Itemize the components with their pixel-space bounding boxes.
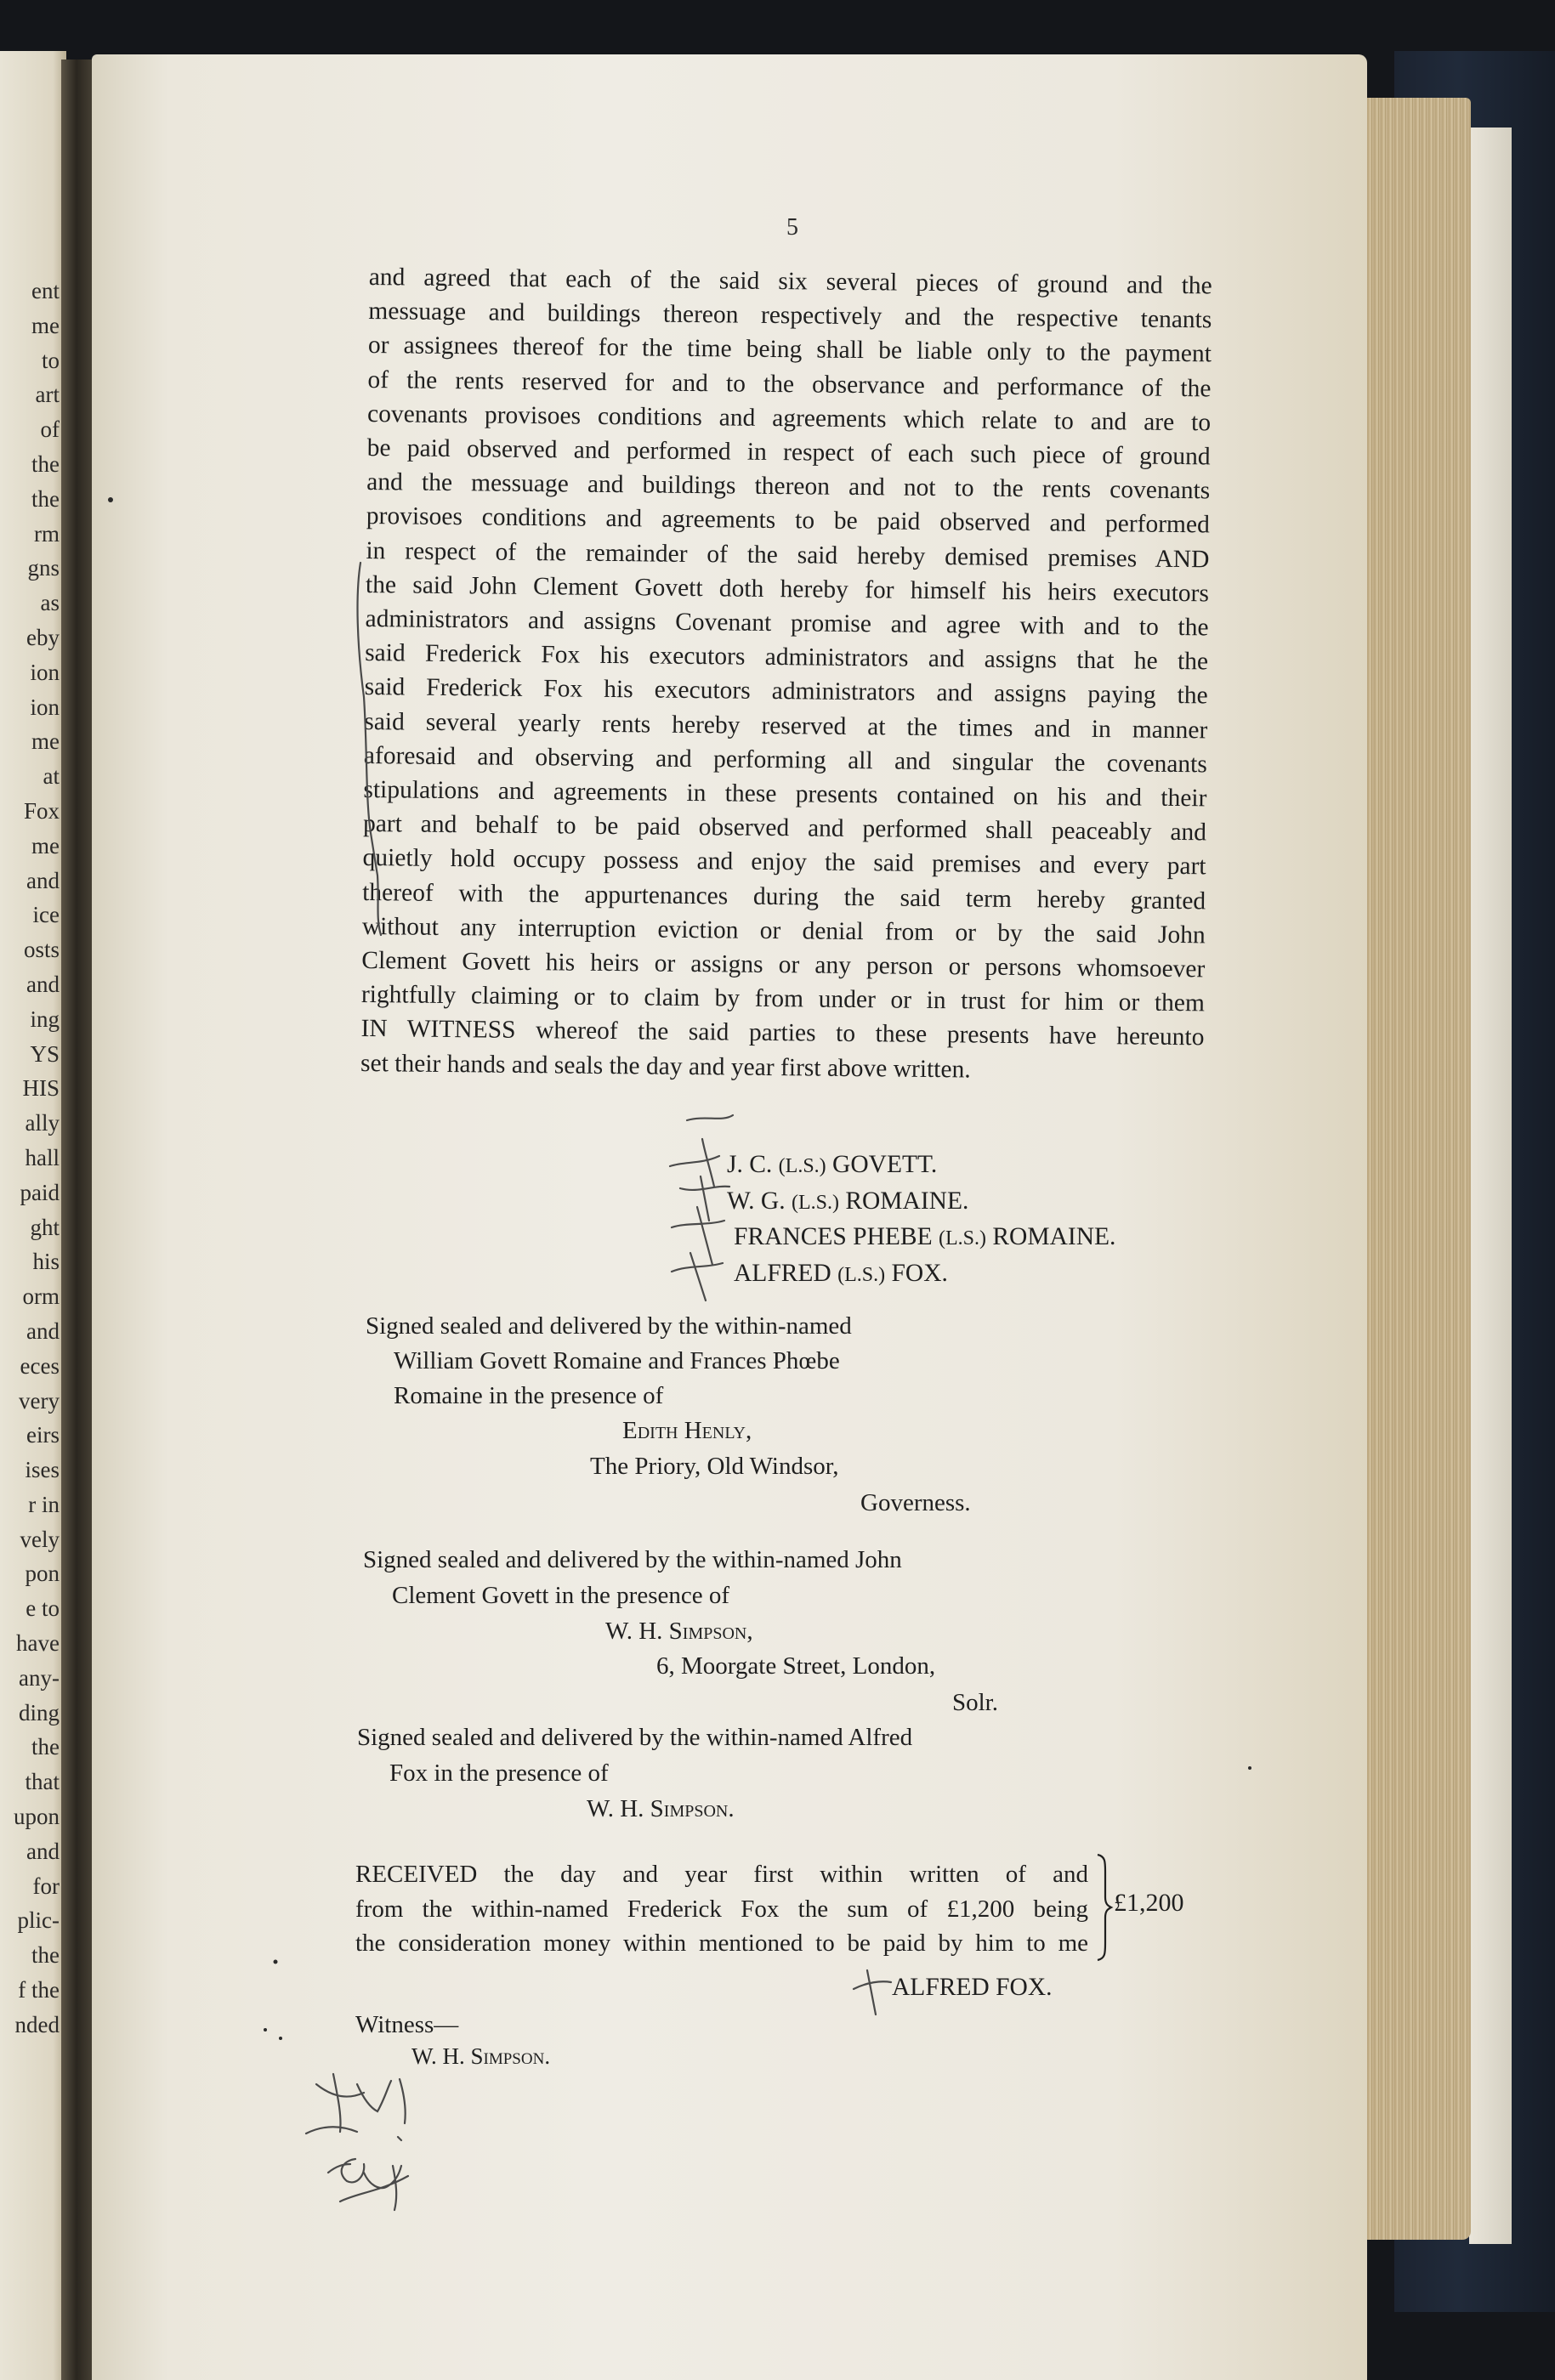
body-line: part and behalf to be paid observed and performed shall peaceably and xyxy=(362,810,1207,847)
body-line: administrators and assigns Covenant promise and agree with and to the xyxy=(365,605,1209,642)
signatories-block xyxy=(727,1148,1115,1292)
seal-mark: (L.S.) xyxy=(837,1263,886,1286)
witness-label: Witness— xyxy=(355,2011,459,2038)
attestation-3-line-1: Signed sealed and delivered by the within-named Alfred xyxy=(357,1724,913,1751)
receipt-line: RECEIVED the day and year first within written of and xyxy=(355,1861,1088,1888)
page-edges xyxy=(1352,98,1471,2240)
receipt-line: from the within-named Frederick Fox the sum of £1,200 being xyxy=(355,1895,1088,1923)
previous-page-line-fragment: orm xyxy=(22,1284,60,1310)
previous-page-line-fragment: very xyxy=(19,1387,60,1414)
previous-page-line-fragment: vely xyxy=(20,1526,60,1552)
previous-page-line-fragment: ing xyxy=(30,1006,60,1032)
signatory-initials: ALFRED xyxy=(734,1259,831,1287)
previous-page-line-fragment: ent xyxy=(31,278,60,303)
body-line: stipulations and agreements in these presents contained on his and their xyxy=(363,776,1207,813)
witness-name: W. H. Simpson. xyxy=(411,2043,551,2069)
previous-page-line-fragment: f the xyxy=(18,1977,60,2003)
receipt-amount: £1,200 xyxy=(1114,1889,1184,1917)
previous-page-line-fragment: gns xyxy=(27,555,60,581)
body-line: said several yearly rents hereby reserved at the times and in manner xyxy=(364,707,1208,744)
receipt-line: the consideration money within mentioned to be paid by him to me xyxy=(355,1930,1088,1957)
seal-mark: (L.S.) xyxy=(778,1155,826,1177)
body-line: and the messuage and buildings thereon and not to the rents covenants xyxy=(366,468,1211,505)
previous-page-line-fragment: art xyxy=(35,382,60,408)
signatory-line xyxy=(727,1184,1115,1221)
previous-page-line-fragment: ice xyxy=(32,902,60,928)
previous-page-line-fragment: osts xyxy=(23,937,60,963)
body-line: set their hands and seals the day and year first above written. xyxy=(360,1049,971,1084)
previous-page-line-fragment: hall xyxy=(25,1144,60,1170)
previous-page-text-column xyxy=(0,274,60,2043)
previous-page-line-fragment: eirs xyxy=(26,1422,60,1448)
inserted-sheet-edge xyxy=(1469,128,1512,2244)
previous-page-line-fragment: HIS xyxy=(22,1075,60,1102)
previous-page-line-fragment: the xyxy=(31,1734,60,1760)
signatory-surname: FOX. xyxy=(891,1259,948,1287)
attestation-1-line-2: William Govett Romaine and Frances Phœbe xyxy=(394,1347,840,1374)
previous-page-line-fragment: Fox xyxy=(23,797,60,824)
previous-page-line-fragment: eby xyxy=(26,624,60,650)
previous-page-line-fragment: ally xyxy=(25,1110,60,1136)
attestation-2-line-2: Clement Govett in the presence of xyxy=(392,1582,730,1609)
previous-page-line-fragment: ding xyxy=(18,1699,60,1726)
receipt-brace xyxy=(1095,1853,1114,1962)
signatory-initials: W. G. xyxy=(727,1187,786,1215)
previous-page-line-fragment: YS xyxy=(30,1040,60,1067)
previous-page-line-fragment: me xyxy=(31,312,60,338)
previous-page-line-fragment: ion xyxy=(30,694,60,720)
previous-page-line-fragment: and xyxy=(26,971,60,997)
receipt-clause xyxy=(355,1857,1088,1961)
signatory-initials: FRANCES PHEBE xyxy=(734,1223,933,1250)
body-line: covenants provisoes conditions and agreements which relate to and are to xyxy=(366,400,1212,437)
previous-page-line-fragment: r in xyxy=(28,1491,60,1517)
previous-page-line-fragment: at xyxy=(43,763,60,790)
body-line: Clement Govett his heirs or assigns or any person or persons whomsoever xyxy=(361,947,1206,983)
previous-page-line-fragment: as xyxy=(40,590,60,616)
previous-page-line-fragment: ion xyxy=(30,659,60,685)
signatory-surname: GOVETT. xyxy=(832,1151,938,1178)
previous-page-line-fragment: e to xyxy=(26,1595,60,1622)
previous-page-line-fragment: and xyxy=(26,1838,60,1864)
body-line: the said John Clement Govett doth hereby for himself his heirs executors xyxy=(365,570,1210,608)
attestation-3-witness: W. H. Simpson. xyxy=(587,1795,735,1822)
receipt-signature: ALFRED FOX. xyxy=(892,1974,1053,2001)
previous-page-line-fragment: paid xyxy=(20,1179,60,1205)
body-line: in respect of the remainder of the said hereby demised premises AND xyxy=(366,536,1210,573)
previous-page-line-fragment: of xyxy=(40,416,60,443)
attestation-2-occupation: Solr. xyxy=(952,1689,998,1716)
seal-mark: (L.S.) xyxy=(938,1227,986,1250)
previous-page-line-fragment: rm xyxy=(34,520,60,547)
body-line: said Frederick Fox his executors administrators and assigns paying the xyxy=(364,673,1208,710)
previous-page-line-fragment: have xyxy=(16,1630,60,1657)
attestation-2-address: 6, Moorgate Street, London, xyxy=(656,1652,936,1680)
body-line: or assignees thereof for the time being shall be liable only to the payment xyxy=(367,332,1212,368)
body-line: aforesaid and observing and performing all and singular the covenants xyxy=(363,741,1208,779)
previous-page-line-fragment: for xyxy=(32,1873,60,1899)
page-number: 5 xyxy=(786,214,798,241)
book-gutter xyxy=(61,60,95,2380)
body-line: quietly hold occupy possess and enjoy the said premises and every part xyxy=(362,844,1206,881)
previous-page-line-fragment: eces xyxy=(20,1352,60,1379)
signatory-surname: ROMAINE. xyxy=(992,1223,1116,1250)
previous-page-line-fragment: any- xyxy=(19,1664,60,1691)
body-line: said Frederick Fox his executors administrators and assigns that he the xyxy=(364,639,1209,676)
body-line: be paid observed and performed in respect of each such piece of ground xyxy=(366,434,1211,471)
previous-page-line-fragment: to xyxy=(41,347,60,373)
attestation-1-address: The Priory, Old Windsor, xyxy=(590,1453,839,1480)
body-line: provisoes conditions and agreements to be paid observed and performed xyxy=(366,502,1210,539)
previous-page-line-fragment: me xyxy=(31,728,60,755)
body-line: and agreed that each of the said six several pieces of ground and the xyxy=(368,263,1212,300)
signatory-line xyxy=(734,1256,1115,1293)
previous-page-line-fragment: upon xyxy=(14,1804,60,1830)
body-line: thereof with the appurtenances during the said term hereby granted xyxy=(362,878,1206,915)
previous-page-line-fragment: and xyxy=(26,1318,60,1344)
body-line: of the rents reserved for and to the observance and performance of the xyxy=(367,366,1212,402)
signatory-line xyxy=(734,1220,1115,1256)
previous-page-line-fragment: that xyxy=(25,1769,60,1795)
previous-page-line-fragment: and xyxy=(26,867,60,893)
previous-page-line-fragment: the xyxy=(31,485,60,512)
previous-page-line-fragment: his xyxy=(32,1249,60,1275)
previous-page-line-fragment: the xyxy=(31,1942,60,1969)
previous-page-line-fragment: the xyxy=(31,450,60,477)
attestation-2-line-1: Signed sealed and delivered by the within-named John xyxy=(363,1546,902,1573)
previous-page-fragment xyxy=(0,51,66,2380)
previous-page-line-fragment: ises xyxy=(25,1457,60,1483)
previous-page-line-fragment: pon xyxy=(25,1561,60,1587)
previous-page-line-fragment: nded xyxy=(14,2011,60,2037)
attestation-1-witness: Edith Henly, xyxy=(622,1417,752,1444)
attestation-1-occupation: Governess. xyxy=(860,1489,971,1516)
body-line: messuage and buildings thereon respectively and the respective tenants xyxy=(368,298,1212,334)
attestation-1-line-1: Signed sealed and delivered by the within-named xyxy=(366,1312,852,1340)
previous-page-line-fragment: ght xyxy=(30,1214,60,1240)
attestation-2-witness: W. H. Simpson, xyxy=(605,1618,753,1645)
signatory-surname: ROMAINE. xyxy=(845,1187,969,1215)
signatory-line xyxy=(727,1148,1115,1184)
body-line: IN WITNESS whereof the said parties to these presents have hereunto xyxy=(360,1015,1205,1051)
signatory-initials: J. C. xyxy=(727,1151,773,1178)
deed-body-text xyxy=(360,260,1212,1089)
previous-page-line-fragment: plic- xyxy=(17,1907,60,1934)
attestation-1-line-3: Romaine in the presence of xyxy=(394,1382,664,1409)
body-line: without any interruption eviction or denial from or by the said John xyxy=(361,912,1206,949)
previous-page-line-fragment: me xyxy=(31,832,60,858)
attestation-3-line-2: Fox in the presence of xyxy=(389,1760,609,1787)
seal-mark: (L.S.) xyxy=(791,1191,839,1214)
body-line: rightfully claiming or to claim by from under or in trust for him or them xyxy=(360,981,1206,1017)
